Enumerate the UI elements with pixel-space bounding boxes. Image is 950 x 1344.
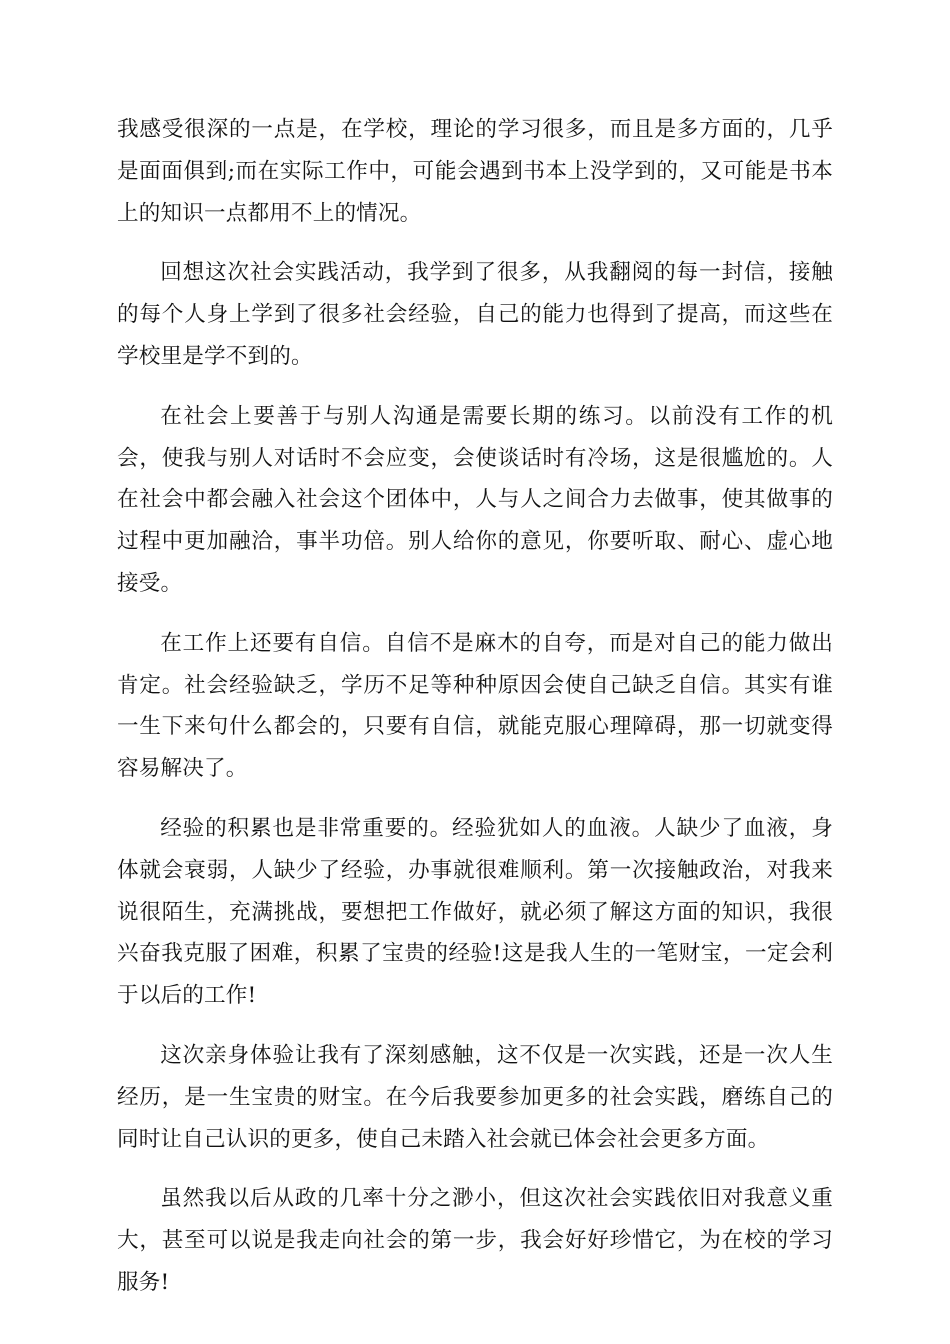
paragraph-5: 经验的积累也是非常重要的。经验犹如人的血液。人缺少了血液，身体就会衰弱，人缺少了经验，办事就很难顺利。第一次接触政治，对我来说很陌生，充满挑战，要想把工作做好，就必须了解这方面的知识，我很兴奋我克服了困难，积累了宝贵的经验!这是我人生的一笔财宝，一定会利于以后的工作! <box>117 815 833 1009</box>
paragraph-4: 在工作上还要有自信。自信不是麻木的自夸，而是对自己的能力做出肯定。社会经验缺乏，学历不足等种种原因会使自己缺乏自信。其实有谁一生下来句什么都会的，只要有自信，就能克服心理障碍，那一切就变得容易解决了。 <box>117 630 833 782</box>
paragraph-1: 我感受很深的一点是，在学校，理论的学习很多，而且是多方面的，几乎是面面俱到;而在实际工作中，可能会遇到书本上没学到的，又可能是书本上的知识一点都用不上的情况。 <box>117 117 833 226</box>
paragraph-2: 回想这次社会实践活动，我学到了很多，从我翻阅的每一封信，接触的每个人身上学到了很多社会经验，自己的能力也得到了提高，而这些在学校里是学不到的。 <box>117 260 833 369</box>
document-body <box>117 109 833 1322</box>
paragraph-6: 这次亲身体验让我有了深刻感触，这不仅是一次实践，还是一次人生经历，是一生宝贵的财宝。在今后我要参加更多的社会实践，磨练自己的同时让自己认识的更多，使自己未踏入社会就已体会社会更多方面。 <box>117 1042 833 1152</box>
paragraph-3: 在社会上要善于与别人沟通是需要长期的练习。以前没有工作的机会，使我与别人对话时不会应变，会使谈话时有冷场，这是很尴尬的。人在社会中都会融入社会这个团体中，人与人之间合力去做事，使其做事的过程中更加融洽，事半功倍。别人给你的意见，你要听取、耐心、虚心地接受。 <box>117 403 833 596</box>
paragraph-7: 虽然我以后从政的几率十分之渺小，但这次社会实践依旧对我意义重大，甚至可以说是我走向社会的第一步，我会好好珍惜它，为在校的学习服务! <box>117 1186 833 1295</box>
